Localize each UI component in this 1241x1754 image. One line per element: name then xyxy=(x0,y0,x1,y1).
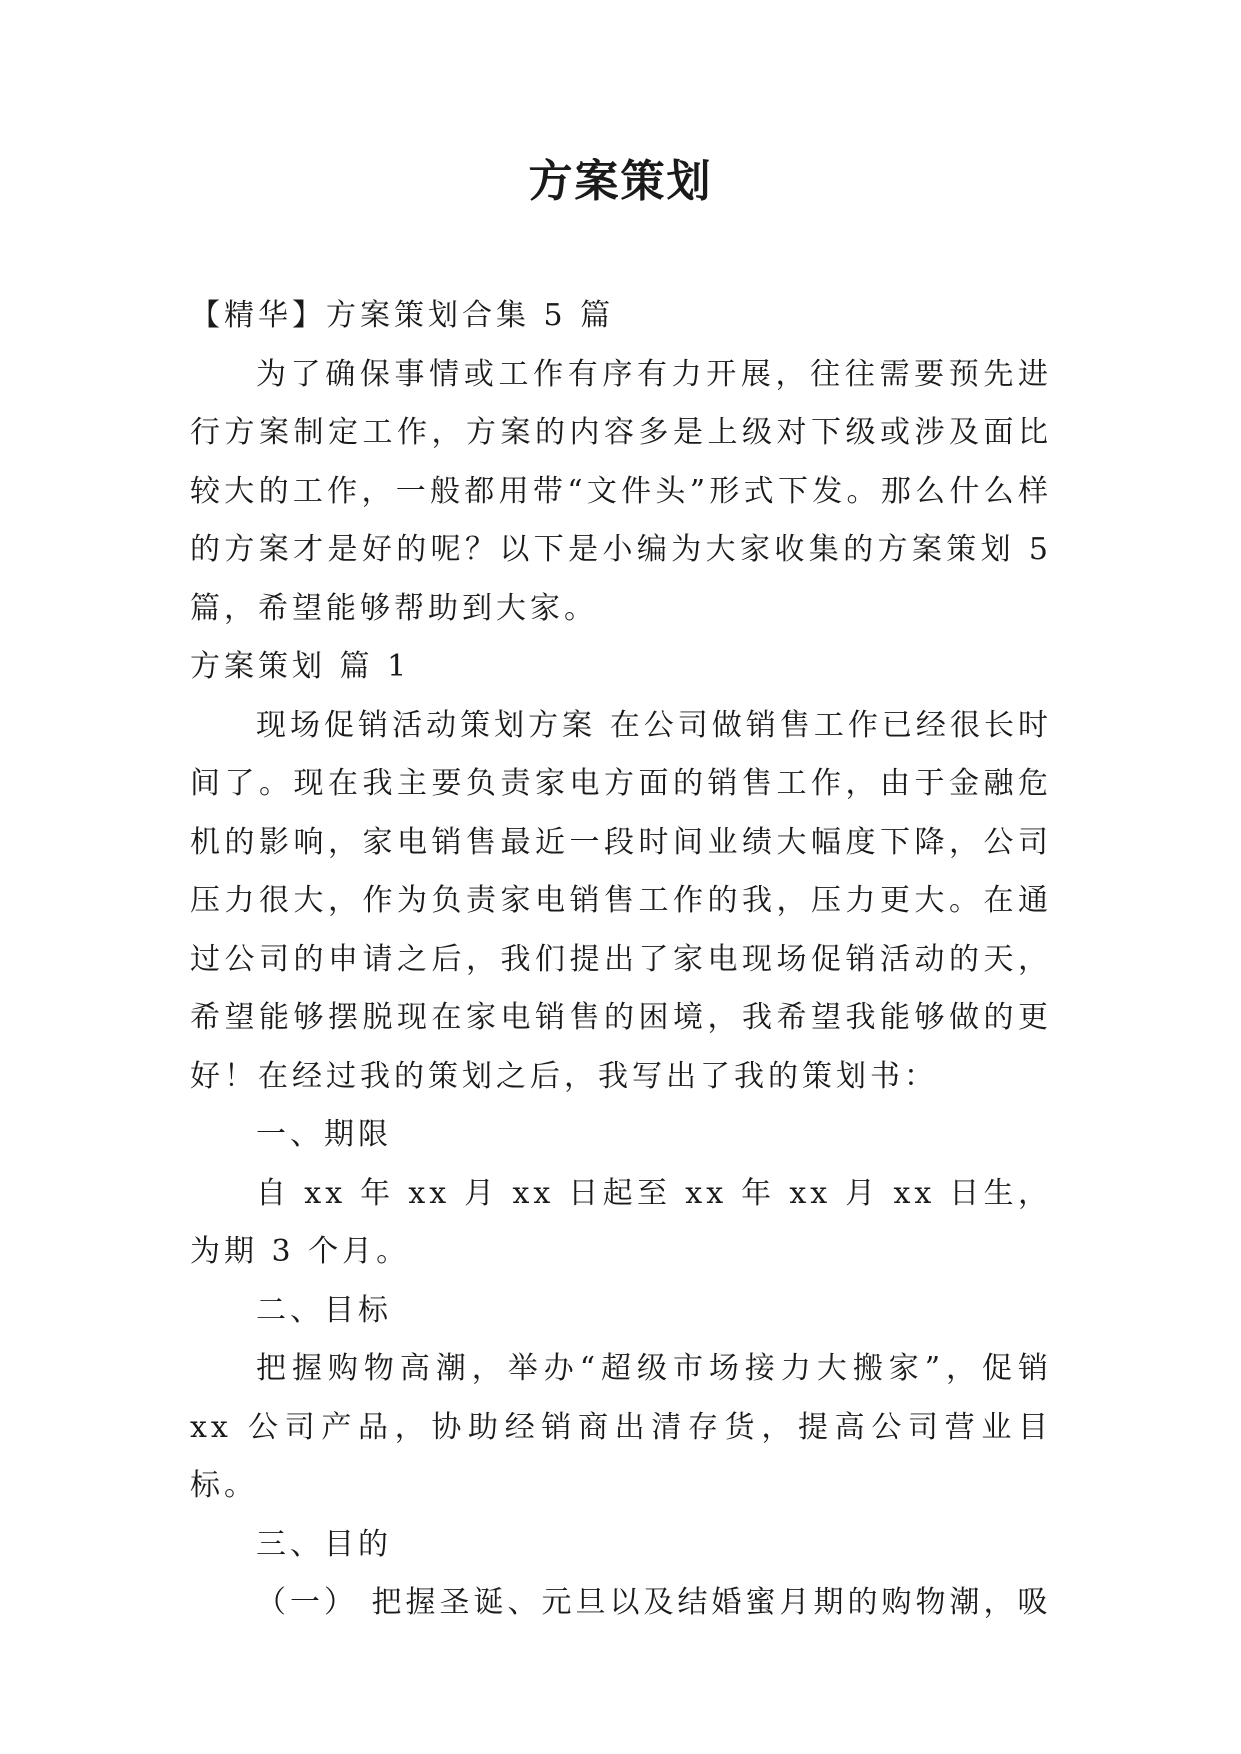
heading-goal: 二、目标 xyxy=(256,1292,392,1328)
document-title: 方案策划 xyxy=(528,156,713,207)
heading-period: 一、期限 xyxy=(256,1117,392,1152)
section-paragraph: 现场促销活动策划方案 在公司做销售工作已经很长时间了。现在我主要负责家电方面的销售工作，由于金融危机的影响，家电销售最近一段时间业绩大幅度下降，公司压力很大，作为负责家电销售工作的我，压力更大。在通过公司的申请之后，我们提出了家电现场促销活动的天，希望能够摆脱现在家电销售的困境，我希望我能够做的更好！在经过我的策划之后，我写出了我的策划书： xyxy=(190,707,1052,1094)
section-heading: 方案策划 篇 1 xyxy=(190,649,411,684)
goal-paragraph: 把握购物高潮，举办“超级市场接力大搬家”，促销 xx 公司产品，协助经销商出清存货，提高公司营业目标。 xyxy=(190,1351,1052,1503)
document-body xyxy=(190,287,1052,1633)
heading-purpose: 三、目的 xyxy=(256,1526,392,1562)
document-subtitle: 【精华】方案策划合集 5 篇 xyxy=(190,298,615,333)
period-paragraph: 自 xx 年 xx 月 xx 日起至 xx 年 xx 月 xx 日生，为期 3 个月。 xyxy=(190,1175,1052,1269)
intro-paragraph: 为了确保事情或工作有序有力开展，往往需要预先进行方案制定工作，方案的内容多是上级对下级或涉及面比较大的工作，一般都用带“文件头”形式下发。那么什么样的方案才是好的呢？以下是小编为大家收集的方案策划 5 篇，希望能够帮助到大家。 xyxy=(190,356,1052,626)
purpose-item-1: （一） 把握圣诞、元旦以及结婚蜜月期的购物潮，吸 xyxy=(256,1585,1052,1620)
